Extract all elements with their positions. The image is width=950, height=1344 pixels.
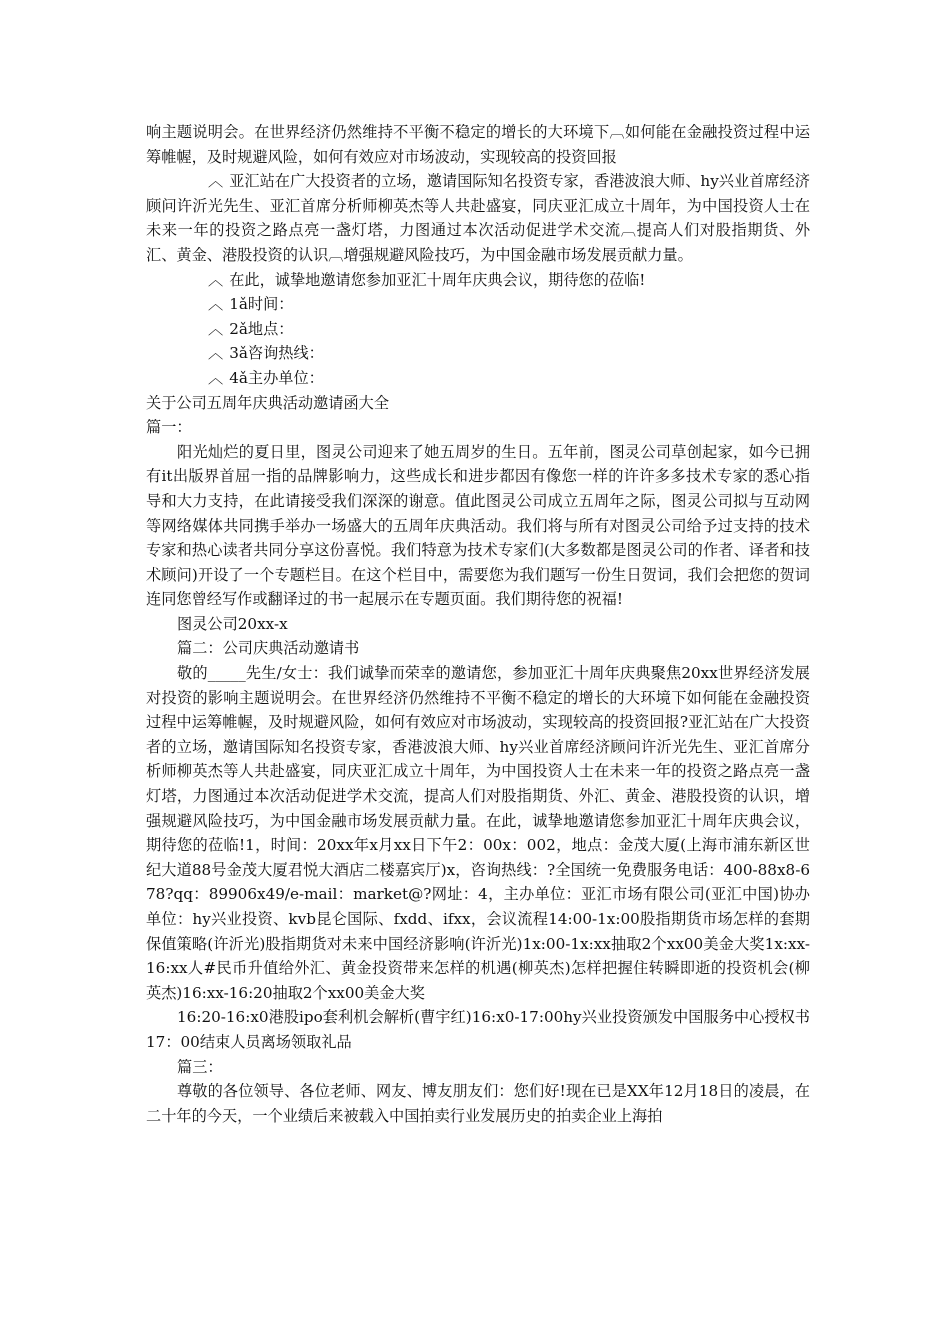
bullet-marker: ︿ (208, 295, 224, 314)
paragraph-text: 响主题说明会。在世界经济仍然维持不平衡不稳定的增长的大环境下︹如何能在金融投资过程中运筹帷幄，及时规避风险，如何有效应对市场波动，实现较高的投资回报 (146, 123, 810, 166)
bullet-marker: ︿ (208, 172, 224, 191)
paragraph-text: 图灵公司20xx-x (177, 614, 288, 633)
list-item-hotline (146, 341, 810, 366)
chapter-heading (146, 415, 810, 440)
paragraph-text: 16:20-16:x0港股ipo套利机会解析(曹宇红)16:x0-17:00hy兴业投资颁发中国服务中心授权书17：00结束人员离场领取礼品 (146, 1008, 810, 1051)
paragraph-text: 关于公司五周年庆典活动邀请函大全 (146, 393, 389, 412)
list-item-organizer (146, 366, 810, 391)
paragraph (146, 120, 810, 169)
paragraph-text: 篇三： (177, 1057, 223, 1076)
document-page (146, 120, 810, 1128)
paragraph (146, 268, 810, 293)
paragraph-text: 4ǎ主办单位： (229, 368, 324, 387)
paragraph (146, 661, 810, 1005)
bullet-marker: ︿ (208, 270, 224, 289)
bullet-marker: ︿ (208, 319, 224, 338)
paragraph-text: 尊敬的各位领导、各位老师、网友、博友朋友们：您们好!现在已是XX年12月18日的凌晨，在二十年的今天，一个业绩后来被载入中国拍卖行业发展历史的拍卖企业上海拍 (146, 1082, 810, 1125)
bullet-marker: ︿ (208, 344, 224, 363)
paragraph-text: 1ǎ时间： (229, 295, 294, 314)
paragraph (146, 1079, 810, 1128)
paragraph-text: 篇一： (146, 418, 192, 437)
paragraph-text: 在此，诚挚地邀请您参加亚汇十周年庆典会议，期待您的莅临! (229, 270, 646, 289)
section-title (146, 391, 810, 416)
paragraph-text: 篇二：公司庆典活动邀请书 (177, 639, 360, 658)
list-item-time (146, 292, 810, 317)
paragraph (146, 440, 810, 612)
signature-line (146, 612, 810, 637)
paragraph-text: 2ǎ地点： (229, 319, 294, 338)
paragraph (146, 1005, 810, 1054)
paragraph-text: 亚汇站在广大投资者的立场，邀请国际知名投资专家，香港波浪大师、hy兴业首席经济顾问许沂光先生、亚汇首席分析师柳英杰等人共赴盛宴，同庆亚汇成立十周年，为中国投资人士在未来一年的投资之路点亮一盏灯塔，力图通过本次活动促进学术交流︹提高人们对股指期货、外汇、黄金、港股投资的认识︹增强规避风险技巧，为中国金融市场发展贡献力量。 (146, 172, 810, 264)
chapter-heading (146, 1055, 810, 1080)
paragraph (146, 169, 810, 267)
chapter-heading (146, 636, 810, 661)
bullet-marker: ︿ (208, 368, 224, 387)
paragraph-text: 阳光灿烂的夏日里，图灵公司迎来了她五周岁的生日。五年前，图灵公司草创起家，如今已拥有it出版界首屈一指的品牌影响力，这些成长和进步都因有像您一样的许许多多技术专家的悉心指导和大力支持，在此请接受我们深深的谢意。值此图灵公司成立五周年之际，图灵公司拟与互动网等网络媒体共同携手举办一场盛大的五周年庆典活动。我们将与所有对图灵公司给予过支持的技术专家和热心读者共同分享这份喜悦。我们特意为技术专家们(大多数都是图灵公司的作者、译者和技术顾问)开设了一个专题栏目。在这个栏目中，需要您为我们题写一份生日贺词，我们会把您的贺词连同您曾经写作或翻译过的书一起展示在专题页面。我们期待您的祝福! (146, 442, 810, 609)
paragraph-text: 3ǎ咨询热线： (229, 344, 324, 363)
paragraph-text: 敬的_____先生/女士：我们诚挚而荣幸的邀请您，参加亚汇十周年庆典聚焦20xx世界经济发展对投资的影响主题说明会。在世界经济仍然维持不平衡不稳定的增长的大环境下如何能在金融投资过程中运筹帷幄，及时规避风险，如何有效应对市场波动，实现较高的投资回报?亚汇站在广大投资者的立场，邀请国际知名投资专家，香港波浪大师、hy兴业首席经济顾问许沂光先生、亚汇首席分析师柳英杰等人共赴盛宴，同庆亚汇成立十周年，为中国投资人士在未来一年的投资之路点亮一盏灯塔，力图通过本次活动促进学术交流，提高人们对股指期货、外汇、黄金、港股投资的认识，增强规避风险技巧，为中国金融市场发展贡献力量。在此，诚挚地邀请您参加亚汇十周年庆典会议，期待您的莅临!1，时间：20xx年x月xx日下午2：00x：002，地点：金茂大厦(上海市浦东新区世纪大道88号金茂大厦君悦大酒店二楼嘉宾厅)x，咨询热线：?全国统一免费服务电话：400-88x8-678?qq：89906x49/e-mail：market@?网址：4，主办单位：亚汇市场有限公司(亚汇中国)协办单位：hy兴业投资、kvb昆仑国际、fxdd、ifxx，会议流程14:00-1x:00股指期货市场怎样的套期保值策略(许沂光)股指期货对未来中国经济影响(许沂光)1x:00-1x:xx抽取2个xx00美金大奖1x:xx-16:xx人#民币升值给外汇、黄金投资带来怎样的机遇(柳英杰)怎样把握住转瞬即逝的投资机会(柳英杰)16:xx-16:20抽取2个xx00美金大奖 (146, 664, 810, 1002)
list-item-location (146, 317, 810, 342)
